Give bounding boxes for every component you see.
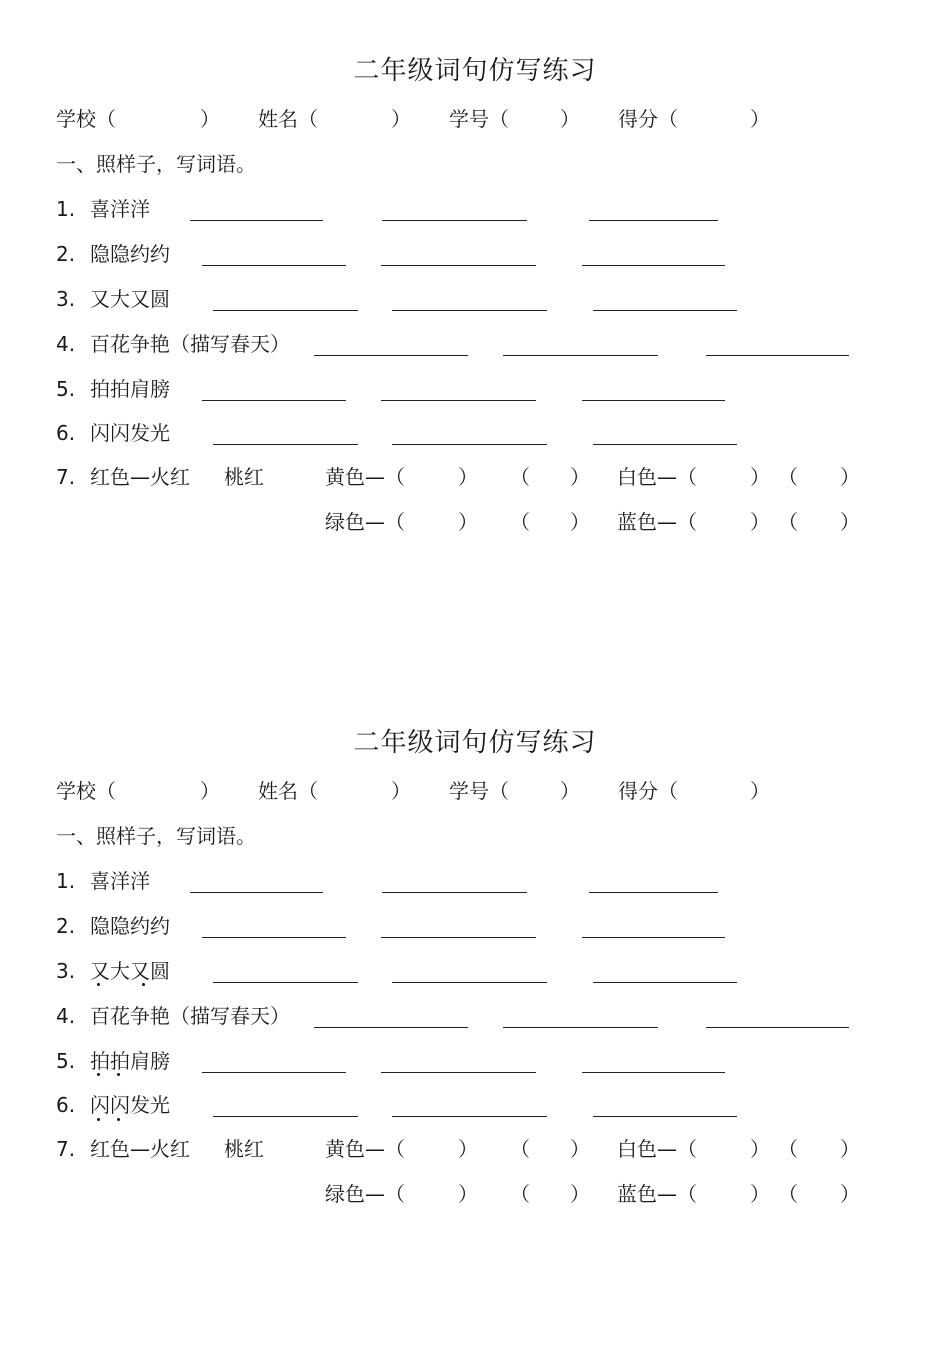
- name-label: 姓名（: [258, 779, 318, 803]
- emphasis-dot: [142, 983, 145, 986]
- item-example-word: 拍拍肩膀: [90, 1049, 170, 1073]
- name-label: 姓名（: [258, 107, 318, 131]
- close-paren: ）: [458, 510, 478, 534]
- school-close-paren: ）: [200, 107, 220, 131]
- yellow-prompt: 黄色—（: [325, 465, 405, 489]
- close-paren: ）: [840, 510, 860, 534]
- open-paren: （: [510, 1182, 530, 1206]
- answer-blank-line[interactable]: [381, 937, 536, 938]
- white-prompt: 白色—（: [617, 1137, 697, 1161]
- close-paren: ）: [840, 465, 860, 489]
- section-instruction: 一、照样子，写词语。: [56, 824, 256, 848]
- answer-blank-line[interactable]: [706, 1027, 849, 1028]
- item-number: 5.: [56, 1049, 76, 1073]
- school-close-paren: ）: [200, 779, 220, 803]
- open-paren: （: [778, 465, 798, 489]
- item-number: 5.: [56, 377, 76, 401]
- answer-blank-line[interactable]: [392, 1116, 547, 1117]
- item-example-word: 又大又圆: [90, 287, 170, 311]
- item-number: 4.: [56, 1004, 76, 1028]
- item-number: 4.: [56, 332, 76, 356]
- blue-prompt: 蓝色—（: [617, 1182, 697, 1206]
- answer-blank-line[interactable]: [381, 265, 536, 266]
- green-prompt: 绿色—（: [325, 1182, 405, 1206]
- item-number: 7.: [56, 1137, 76, 1161]
- emphasis-dot: [117, 1073, 120, 1076]
- close-paren: ）: [458, 465, 478, 489]
- open-paren: （: [778, 1182, 798, 1206]
- open-paren: （: [510, 465, 530, 489]
- answer-blank-line[interactable]: [582, 265, 725, 266]
- answer-blank-line[interactable]: [382, 220, 527, 221]
- item-example-word: 百花争艳（描写春天）: [90, 332, 290, 356]
- answer-blank-line[interactable]: [213, 1116, 358, 1117]
- item-number: 1.: [56, 197, 76, 221]
- close-paren: ）: [840, 1137, 860, 1161]
- color-example-2: 桃红: [224, 465, 264, 489]
- close-paren: ）: [750, 1137, 770, 1161]
- answer-blank-line[interactable]: [593, 310, 737, 311]
- item-number: 2.: [56, 914, 76, 938]
- answer-blank-line[interactable]: [392, 444, 547, 445]
- section-instruction: 一、照样子，写词语。: [56, 152, 256, 176]
- color-example: 红色—火红: [90, 465, 190, 489]
- name-close-paren: ）: [391, 107, 411, 131]
- answer-blank-line[interactable]: [392, 982, 547, 983]
- answer-blank-line[interactable]: [190, 220, 323, 221]
- answer-blank-line[interactable]: [213, 310, 358, 311]
- close-paren: ）: [750, 510, 770, 534]
- item-example-word: 又大又圆: [90, 959, 170, 983]
- item-example-word: 隐隐约约: [90, 914, 170, 938]
- answer-blank-line[interactable]: [190, 892, 323, 893]
- answer-blank-line[interactable]: [314, 1027, 468, 1028]
- item-number: 3.: [56, 287, 76, 311]
- answer-blank-line[interactable]: [381, 1072, 536, 1073]
- open-paren: （: [510, 510, 530, 534]
- answer-blank-line[interactable]: [582, 400, 725, 401]
- answer-blank-line[interactable]: [382, 892, 527, 893]
- emphasis-dot: [97, 1118, 100, 1121]
- answer-blank-line[interactable]: [593, 444, 737, 445]
- item-example-word: 闪闪发光: [90, 1093, 170, 1117]
- item-example-word: 百花争艳（描写春天）: [90, 1004, 290, 1028]
- item-number: 1.: [56, 869, 76, 893]
- answer-blank-line[interactable]: [202, 937, 346, 938]
- white-prompt: 白色—（: [617, 465, 697, 489]
- student-number-label: 学号（: [449, 107, 509, 131]
- answer-blank-line[interactable]: [503, 355, 658, 356]
- color-example-2: 桃红: [224, 1137, 264, 1161]
- score-close-paren: ）: [750, 107, 770, 131]
- answer-blank-line[interactable]: [593, 982, 737, 983]
- worksheet-title: 二年级词句仿写练习: [353, 728, 597, 758]
- item-example-word: 闪闪发光: [90, 421, 170, 445]
- yellow-prompt: 黄色—（: [325, 1137, 405, 1161]
- open-paren: （: [510, 1137, 530, 1161]
- close-paren: ）: [840, 1182, 860, 1206]
- student-number-close-paren: ）: [560, 779, 580, 803]
- answer-blank-line[interactable]: [593, 1116, 737, 1117]
- emphasis-dot: [117, 1118, 120, 1121]
- answer-blank-line[interactable]: [503, 1027, 658, 1028]
- green-prompt: 绿色—（: [325, 510, 405, 534]
- close-paren: ）: [458, 1137, 478, 1161]
- answer-blank-line[interactable]: [202, 1072, 346, 1073]
- item-example-word: 喜洋洋: [90, 197, 150, 221]
- answer-blank-line[interactable]: [202, 265, 346, 266]
- answer-blank-line[interactable]: [589, 892, 718, 893]
- item-number: 3.: [56, 959, 76, 983]
- score-label: 得分（: [618, 779, 678, 803]
- answer-blank-line[interactable]: [213, 982, 358, 983]
- emphasis-dot: [97, 1073, 100, 1076]
- close-paren: ）: [570, 510, 590, 534]
- item-example-word: 拍拍肩膀: [90, 377, 170, 401]
- item-number: 6.: [56, 1093, 76, 1117]
- worksheet-title: 二年级词句仿写练习: [353, 56, 597, 86]
- answer-blank-line[interactable]: [381, 400, 536, 401]
- student-number-close-paren: ）: [560, 107, 580, 131]
- school-label: 学校（: [56, 779, 116, 803]
- answer-blank-line[interactable]: [213, 444, 358, 445]
- answer-blank-line[interactable]: [392, 310, 547, 311]
- open-paren: （: [778, 1137, 798, 1161]
- name-close-paren: ）: [391, 779, 411, 803]
- school-label: 学校（: [56, 107, 116, 131]
- answer-blank-line[interactable]: [202, 400, 346, 401]
- item-example-word: 喜洋洋: [90, 869, 150, 893]
- answer-blank-line[interactable]: [589, 220, 718, 221]
- close-paren: ）: [570, 1137, 590, 1161]
- close-paren: ）: [750, 465, 770, 489]
- close-paren: ）: [458, 1182, 478, 1206]
- color-example: 红色—火红: [90, 1137, 190, 1161]
- answer-blank-line[interactable]: [582, 1072, 725, 1073]
- emphasis-dot: [97, 983, 100, 986]
- item-number: 7.: [56, 465, 76, 489]
- item-number: 6.: [56, 421, 76, 445]
- close-paren: ）: [750, 1182, 770, 1206]
- blue-prompt: 蓝色—（: [617, 510, 697, 534]
- answer-blank-line[interactable]: [706, 355, 849, 356]
- answer-blank-line[interactable]: [582, 937, 725, 938]
- score-close-paren: ）: [750, 779, 770, 803]
- close-paren: ）: [570, 1182, 590, 1206]
- score-label: 得分（: [618, 107, 678, 131]
- close-paren: ）: [570, 465, 590, 489]
- answer-blank-line[interactable]: [314, 355, 468, 356]
- item-number: 2.: [56, 242, 76, 266]
- open-paren: （: [778, 510, 798, 534]
- item-example-word: 隐隐约约: [90, 242, 170, 266]
- student-number-label: 学号（: [449, 779, 509, 803]
